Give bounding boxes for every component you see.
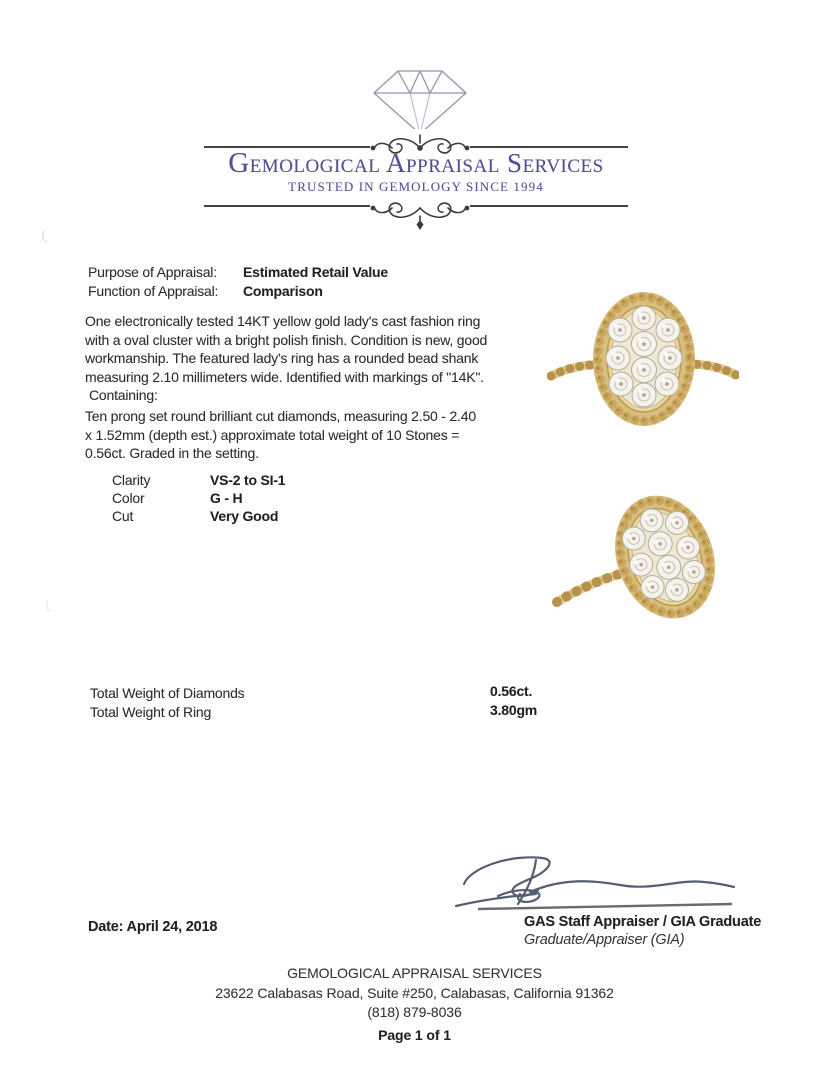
footer-address: 23622 Calabasas Road, Suite #250, Calabasas, California 91362 (215, 984, 614, 1001)
table-row (112, 471, 285, 489)
company-title: Gemological Appraisal Services (228, 147, 604, 179)
total-ring-weight-value: 3.80gm (490, 701, 538, 718)
footer-block (0, 964, 829, 1045)
clarity-label: Clarity (112, 472, 151, 488)
table-row (112, 489, 285, 507)
item-description-paragraph (85, 312, 555, 405)
signature-baseline (478, 904, 732, 909)
function-label: Function of Appraisal: (88, 282, 219, 299)
description-line: One electronically tested 14KT yellow gold lady's cast fashion ring (85, 313, 481, 329)
ring-photo-front-view (547, 272, 739, 450)
company-tagline: TRUSTED IN GEMOLOGY SINCE 1994 (288, 179, 544, 194)
appraiser-subtitle: Graduate/Appraiser (GIA) (524, 932, 685, 948)
table-row (90, 684, 630, 703)
total-diamond-weight-value: 0.56ct. (490, 683, 533, 699)
table-row (90, 703, 630, 722)
color-label: Color (112, 490, 145, 507)
purpose-label: Purpose of Appraisal: (88, 264, 217, 280)
scroll-flourish-bottom-icon (360, 196, 480, 232)
table-row (112, 507, 285, 525)
diamonds-description-paragraph (85, 407, 555, 463)
description-line: x 1.52mm (depth est.) approximate total weight of 10 Stones = (85, 426, 460, 443)
totals-table (90, 684, 630, 721)
total-diamond-weight-label: Total Weight of Diamonds (90, 685, 245, 701)
ring-photo-angled-view (547, 460, 735, 652)
footer-company: GEMOLOGICAL APPRAISAL SERVICES (287, 965, 542, 981)
function-value: Comparison (243, 282, 323, 299)
containing-label: Containing: (89, 387, 158, 403)
scan-artifact (41, 230, 50, 243)
purpose-value: Estimated Retail Value (243, 264, 388, 280)
appraisal-meta-block (88, 263, 388, 300)
description-line: workmanship. The featured lady's ring has a rounded bead shank (85, 350, 479, 366)
function-row (88, 282, 388, 301)
purpose-row (88, 263, 388, 282)
page-number: Page 1 of 1 (378, 1026, 451, 1043)
cut-label: Cut (112, 508, 134, 525)
description-line: 0.56ct. Graded in the setting. (85, 445, 259, 461)
cut-value: Very Good (210, 508, 279, 525)
description-line: with a oval cluster with a bright polish finish. Condition is new, good (85, 331, 488, 348)
grading-table (112, 471, 285, 526)
scan-artifact (45, 600, 53, 611)
appraiser-title: GAS Staff Appraiser / GIA Graduate (524, 914, 762, 930)
clarity-value: VS-2 to SI-1 (210, 472, 286, 488)
color-value: G - H (210, 490, 243, 507)
handwritten-signature-scribble (450, 844, 750, 914)
diamond-logo-icon (368, 66, 472, 136)
description-line: Ten prong set round brilliant cut diamonds, measuring 2.50 - 2.40 (85, 408, 476, 424)
total-ring-weight-label: Total Weight of Ring (90, 703, 212, 720)
appraisal-date: Date: April 24, 2018 (88, 919, 218, 935)
description-line: measuring 2.10 millimeters wide. Identified with markings of "14K". (85, 368, 484, 385)
footer-phone: (818) 879-8036 (367, 1004, 462, 1020)
